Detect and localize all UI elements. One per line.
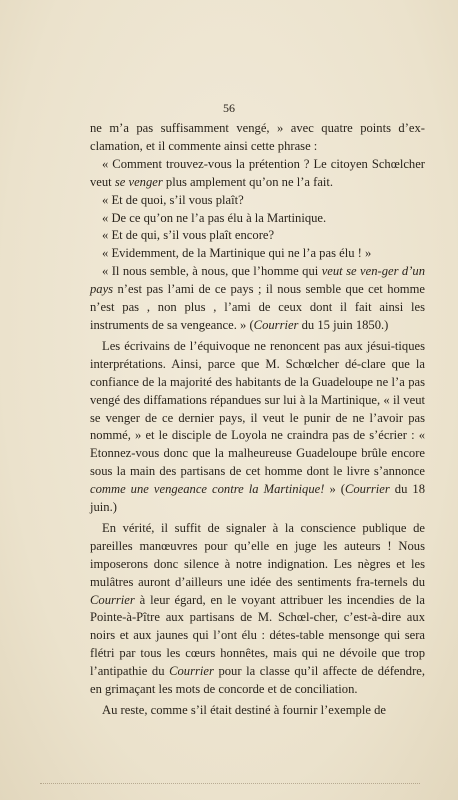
text-run: « Il nous semble, à nous, que l’homme qui <box>102 264 322 279</box>
text-run: Les écrivains de l’équivoque ne renoncent pas aux jésui-tiques interprétations. Ainsi, parce que M. Schœlcher dé-clare que la confiance de la majorité des habitants de la Guadeloupe ne l’a pas vengé des diffamations répandues sur lui à la Martinique, « il veut se venger de ce dernier pays, il veut le punir de ne l’avoir pas nommé, » et le disciple de Loyola ne craindra pas de s’écrier : « Etonnez-vous donc que la malheureuse Guadeloupe brûle encore sous la main des partisans de cet homme dont le livre s’annonce <box>90 338 425 479</box>
text-run: « Et de qui, s’il vous plaît encore? <box>102 228 275 243</box>
paragraph <box>90 338 425 517</box>
italic-text: Courrier <box>344 482 390 497</box>
text-run: ne m’a pas suffisamment vengé, » avec quatre points d’ex-clamation, et il commente ainsi cette phrase : <box>90 121 425 153</box>
text-run: « Comment trouvez-vous la prétention ? Le citoyen Schœlcher veut <box>90 156 425 189</box>
italic-text: Courrier <box>169 664 214 679</box>
paragraph <box>90 210 425 228</box>
page-bottom-edge <box>40 783 420 798</box>
italic-text: Courrier <box>90 592 135 607</box>
italic-text: veut se ven-ger d’un pays <box>90 264 425 297</box>
paragraph <box>90 156 425 192</box>
text-run: « Evidemment, de la Martinique qui ne l’a pas élu ! » <box>102 246 372 261</box>
text-run: pour la classe qu’il affecte de défendre, en grimaçant les mots de concorde et de conciliation. <box>90 664 425 697</box>
italic-text: Courrier <box>253 317 299 332</box>
text-run: n’est pas l’ami de ce pays ; il nous semble que cet homme n’est pas , non plus , l’ami de ceux dont il fait ainsi les instruments de sa vengeance. » ( <box>90 282 425 332</box>
italic-text: se venger <box>114 174 163 189</box>
paragraph <box>90 702 425 720</box>
paragraph <box>90 120 425 156</box>
page-number: 56 <box>223 101 235 115</box>
text-run: à leur égard, en le voyant attribuer les incendies de la Pointe-à-Pître aux partisans de M. Schœl-cher, c’est-à-dire aux noirs et aux jaunes qui l’ont élu : détes-table mensonge qui sera flétri par tous les cœurs honnêtes, mais qui ne dévoile que trop l’antipathie du <box>90 592 425 679</box>
paragraph <box>90 263 425 335</box>
text-run: « De ce qu’on ne l’a pas élu à la Martinique. <box>102 210 327 225</box>
paragraph <box>90 520 425 699</box>
text-run: du 15 juin 1850.) <box>298 317 389 332</box>
italic-text: comme une vengeance contre la Martinique! <box>90 482 325 497</box>
text-run: » ( <box>324 482 345 497</box>
text-run: du 18 juin.) <box>90 482 425 515</box>
text-run: plus amplement qu’on ne l’a fait. <box>162 174 334 189</box>
body-text <box>90 120 425 720</box>
paragraph <box>90 227 425 245</box>
text-run: « Et de quoi, s’il vous plaît? <box>102 192 244 207</box>
paragraph <box>90 192 425 210</box>
paragraph <box>90 245 425 263</box>
text-run: Au reste, comme s’il était destiné à fournir l’exemple de <box>102 703 386 717</box>
text-run: En vérité, il suffit de signaler à la conscience publique de pareilles manœuvres pour qu’elle en juge les auteurs ! Nous imposerons donc silence à notre indignation. Les nègres et les mulâtres auront d’ailleurs une idée des sentiments fra-ternels du <box>90 520 425 589</box>
